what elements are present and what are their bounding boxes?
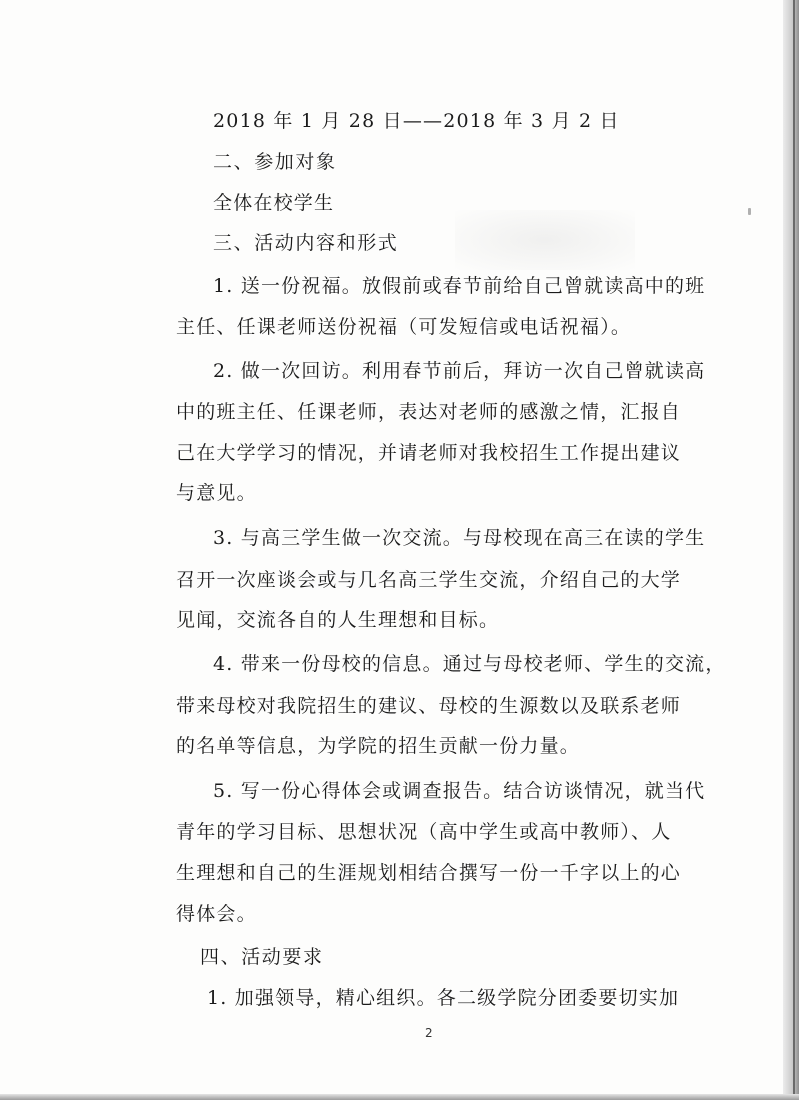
item-5-line-1: 5. 写一份心得体会或调查报告。结合访谈情况，就当代: [213, 780, 706, 802]
item-3-line-2: 召开一次座谈会或与几名高三学生交流，介绍自己的大学: [176, 569, 682, 591]
section-heading-requirements: 四、活动要求: [200, 946, 324, 968]
item-5-line-3: 生理想和自己的生涯规划相结合撰写一份一千字以上的心: [176, 862, 682, 884]
scan-speck: [748, 208, 751, 215]
item-2-line-3: 己在大学学习的情况，并请老师对我校招生工作提出建议: [176, 442, 682, 464]
requirements-item-1-line-1: 1. 加强领导，精心组织。各二级学院分团委要切实加: [207, 987, 680, 1009]
participants-text: 全体在校学生: [213, 192, 335, 214]
item-3-line-3: 见闻，交流各自的人生理想和目标。: [176, 609, 500, 631]
page-number: 2: [425, 1026, 433, 1040]
item-5-line-2: 青年的学习目标、思想状况（高中学生或高中教师）、人: [176, 821, 672, 843]
scan-bottom-shadow: [0, 1094, 799, 1100]
section-heading-content-form: 三、活动内容和形式: [213, 232, 399, 254]
item-5-line-4: 得体会。: [176, 903, 257, 925]
item-2-line-4: 与意见。: [176, 482, 257, 504]
item-1-line-2: 主任、任课老师送份祝福（可发短信或电话祝福）。: [176, 316, 632, 338]
item-4-line-2: 带来母校对我院招生的建议、母校的生源数以及联系老师: [176, 695, 682, 717]
item-4-line-3: 的名单等信息，为学院的招生贡献一份力量。: [176, 735, 581, 757]
ink-bleed-shadow: [455, 210, 635, 270]
date-range: 2018 年 1 月 28 日——2018 年 3 月 2 日: [213, 110, 620, 132]
section-heading-participants: 二、参加对象: [213, 151, 337, 173]
item-2-line-2: 中的班主任、任课老师，表达对老师的感激之情，汇报自: [176, 401, 682, 423]
item-2-line-1: 2. 做一次回访。利用春节前后，拜访一次自己曾就读高: [213, 360, 706, 382]
scan-edge-shadow: [783, 0, 799, 1100]
item-1-line-1: 1. 送一份祝福。放假前或春节前给自己曾就读高中的班: [213, 275, 706, 297]
item-3-line-1: 3. 与高三学生做一次交流。与母校现在高三在读的学生: [213, 527, 706, 549]
item-4-line-1: 4. 带来一份母校的信息。通过与母校老师、学生的交流，: [213, 653, 726, 675]
